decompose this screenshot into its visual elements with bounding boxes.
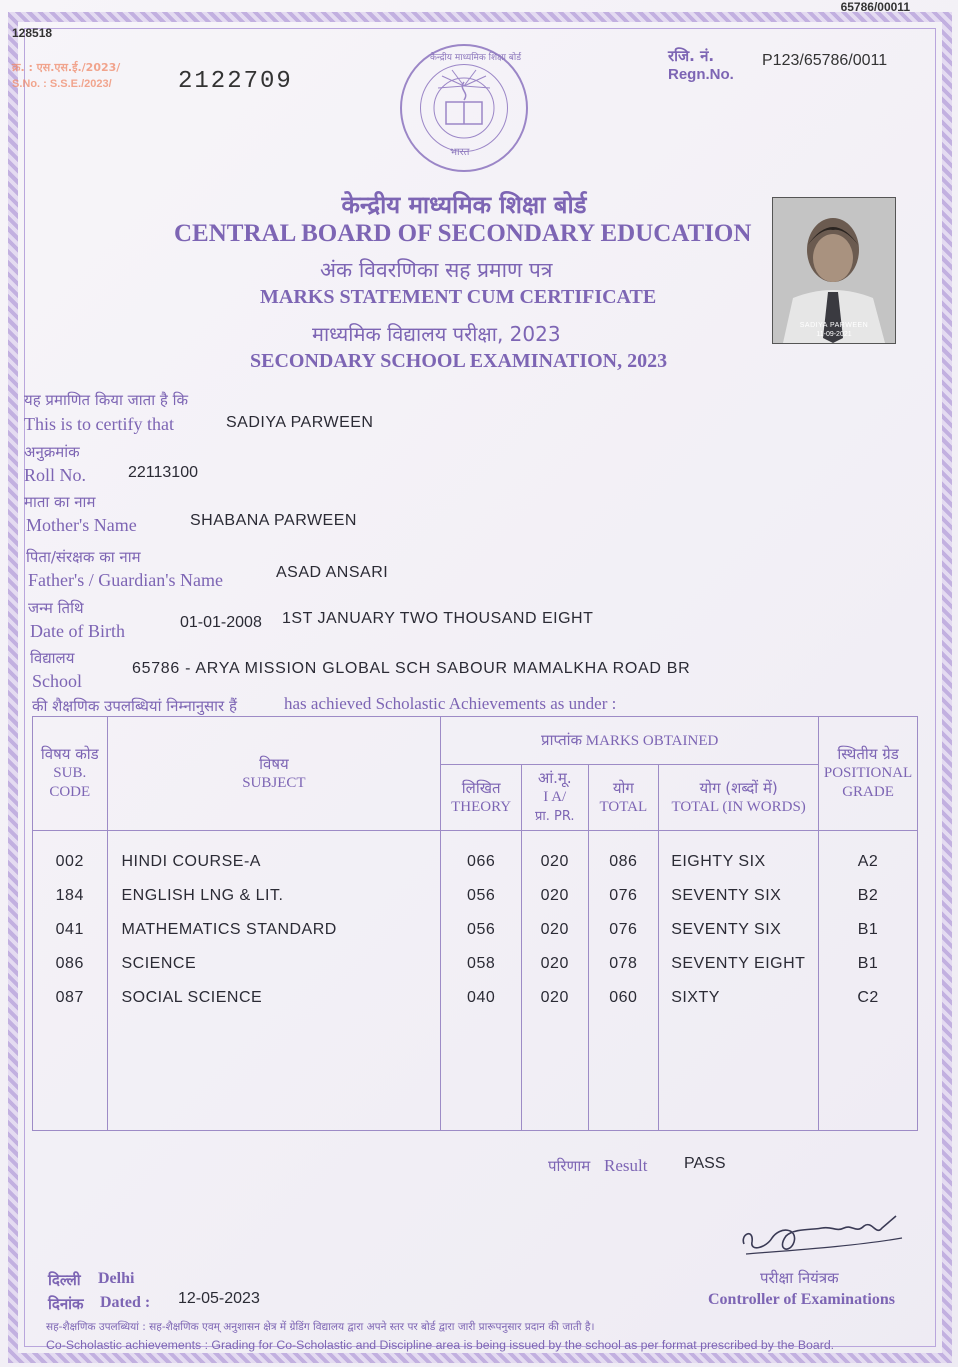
col-header-code: विषय कोड SUB. CODE [33,717,108,831]
seal-text-top: केन्द्रीय माध्यमिक शिक्षा बोर्ड [430,53,522,63]
subjects-column [107,831,441,1131]
total-mark: 078 [609,955,638,972]
cbse-seal [400,44,528,172]
sno-value: 2122709 [178,68,293,95]
ia-mark: 020 [540,955,569,972]
regn-label-en: Regn.No. [668,66,734,83]
board-title-hi: केन्द्रीय माध्यमिक शिक्षा बोर्ड [341,191,587,219]
theory-mark: 056 [467,887,496,904]
ia-mark: 020 [540,853,569,870]
col-header-theory: लिखित THEORY [441,765,522,831]
father-name: ASAD ANSARI [276,564,389,581]
co-scholastic-note-en: Co-Scholastic achievements : Grading for Co-Scholastic and Discipline area is being issued by the school as per format prescribed by the Board. [46,1338,835,1352]
school-label-en: School [32,671,83,691]
theory-mark: 058 [467,955,496,972]
positional-grade: B1 [857,921,879,938]
sno-label-en: S.No. : S.S.E./2023/ [12,78,112,90]
certify-label-hi: यह प्रमाणित किया जाता है कि [24,391,188,409]
regn-value: P123/65786/0011 [762,52,888,69]
positional-grade: C2 [857,989,879,1006]
total-mark: 076 [609,921,638,938]
subject-code: 086 [55,955,84,972]
theory-mark: 066 [467,853,496,870]
sno-label-hi: क्र. : एस.एस.ई./2023/ [12,61,121,74]
col-header-marks-obtained: प्राप्तांक MARKS OBTAINED [441,717,819,765]
statement-title-hi: अंक विवरणिका सह प्रमाण पत्र [320,258,553,282]
roll-label-hi: अनुक्रमांक [24,443,80,461]
photo-caption-date: 11-09-2021 [816,331,852,338]
subject-name: HINDI COURSE-A [121,853,261,870]
theory-column [441,831,522,1131]
issue-date: 12-05-2023 [178,1290,260,1307]
statement-title-en: MARKS STATEMENT CUM CERTIFICATE [260,286,657,308]
subject-code: 087 [55,989,84,1006]
dob-words: 1ST JANUARY TWO THOUSAND EIGHT [282,610,594,627]
subject-name: SCIENCE [121,955,197,972]
roll-number: 22113100 [128,464,198,481]
col-header-total-words: योग (शब्दों में) TOTAL (IN WORDS) [659,765,819,831]
school-label-hi: विद्यालय [30,649,75,667]
col-header-ia: आं.मू. I A/ प्रा. PR. [522,765,589,831]
total-in-words: EIGHTY SIX [671,853,766,870]
school-value: 65786 - ARYA MISSION GLOBAL SCH SABOUR MAMALKHA ROAD BR [132,660,691,677]
positional-grade: B1 [857,955,879,972]
marks-table [32,716,918,1131]
photo-caption-name: SADIYA PARWEEN [799,322,869,329]
city-label-hi: दिल्ली [48,1271,81,1289]
total-in-words: SIXTY [671,989,720,1006]
ia-mark: 020 [540,887,569,904]
total-in-words: SEVENTY EIGHT [671,955,806,972]
total-mark: 060 [609,989,638,1006]
theory-mark: 040 [467,989,496,1006]
ia-mark: 020 [540,921,569,938]
father-label-hi: पिता/संरक्षक का नाम [26,548,141,566]
achieved-label-en: has achieved Scholastic Achievements as under : [284,694,617,713]
subject-code: 002 [55,853,84,870]
controller-signature [736,1206,906,1266]
serial-number-left: 128518 [12,26,53,40]
grade-column [819,831,918,1131]
controller-label-en: Controller of Examinations [708,1291,895,1308]
achieved-label-hi: की शैक्षणिक उपलब्धियां निम्नानुसार हैं [32,697,237,715]
regn-label-hi: रजि. नं. [668,47,715,65]
dated-label-en: Dated : [100,1294,151,1311]
dob-label-hi: जन्म तिथि [28,599,84,617]
total-column [588,831,659,1131]
total-mark: 076 [609,887,638,904]
dated-label-hi: दिनांक [48,1295,84,1313]
student-name: SADIYA PARWEEN [226,414,374,431]
father-label-en: Father's / Guardian's Name [28,570,223,590]
certify-label-en: This is to certify that [24,414,174,434]
words-column [659,831,819,1131]
subject-code: 184 [55,887,84,904]
ia-mark: 020 [540,989,569,1006]
total-in-words: SEVENTY SIX [671,887,782,904]
city-label-en: Delhi [98,1270,135,1287]
result-label-en: Result [604,1156,648,1175]
student-photo [772,197,896,344]
subject-name: SOCIAL SCIENCE [121,989,263,1006]
controller-label-hi: परीक्षा नियंत्रक [760,1269,839,1287]
mother-label-en: Mother's Name [26,515,137,535]
exam-title-hi: माध्यमिक विद्यालय परीक्षा, 2023 [312,322,561,346]
roll-label-en: Roll No. [24,465,87,485]
board-title-en: CENTRAL BOARD OF SECONDARY EDUCATION [174,220,752,247]
col-header-total: योग TOTAL [588,765,659,831]
theory-mark: 056 [467,921,496,938]
dob-label-en: Date of Birth [30,621,125,641]
mother-name: SHABANA PARWEEN [190,512,357,529]
subject-name: ENGLISH LNG & LIT. [121,887,284,904]
co-scholastic-note-hi: सह-शैक्षणिक उपलब्धियां : सह-शैक्षणिक एवम् अनुशासन क्षेत्र में ग्रेडिंग विद्यालय द्वारा अपने स्तर पर बोर्ड द्वारा जारी प्रारूपनुसार प्रदान की जाती है। [46,1321,595,1333]
col-header-grade: स्थितीय ग्रेड POSITIONAL GRADE [819,717,918,831]
mother-label-hi: माता का नाम [24,493,96,511]
subject-name: MATHEMATICS STANDARD [121,921,337,938]
result-label-hi: परिणाम [548,1157,591,1175]
dob-value: 01-01-2008 [180,614,262,631]
positional-grade: A2 [857,853,879,870]
seal-text-bottom: भारत [450,147,470,158]
subject-code: 041 [55,921,84,938]
serial-number-top: 65786/00011 [840,0,910,14]
col-header-subject: विषय SUBJECT [107,717,441,831]
exam-title-en: SECONDARY SCHOOL EXAMINATION, 2023 [250,350,668,372]
ia-column [522,831,589,1131]
total-mark: 086 [609,853,638,870]
result-value: PASS [684,1155,726,1172]
codes-column [33,831,108,1131]
positional-grade: B2 [857,887,879,904]
total-in-words: SEVENTY SIX [671,921,782,938]
